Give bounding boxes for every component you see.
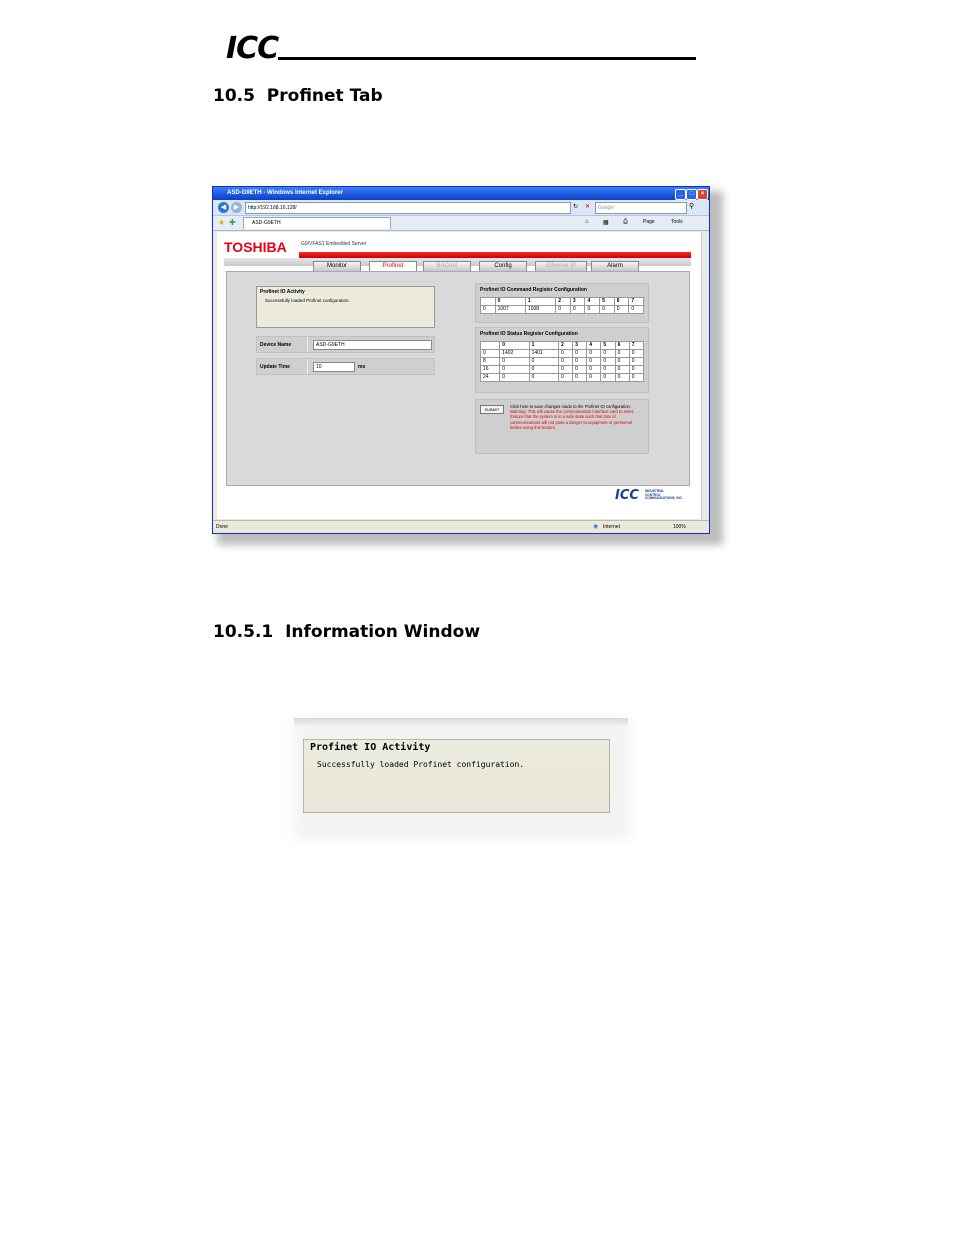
register-cell[interactable]: 0 (570, 306, 585, 314)
register-cell[interactable]: 0 (601, 350, 615, 358)
register-cell[interactable]: 0 (529, 366, 558, 374)
device-name-label: Device Name (260, 342, 292, 348)
register-cell[interactable]: 1008 (525, 306, 555, 314)
tab-config[interactable]: Config (479, 261, 527, 271)
refresh-icon[interactable]: ↻ (573, 204, 579, 210)
update-time-input[interactable]: 10 (313, 362, 355, 372)
tab-ethernet-ip: Ethernet IP (535, 261, 587, 271)
table-header-cell: 7 (629, 298, 644, 306)
tools-menu[interactable]: Tools (671, 219, 683, 225)
register-cell[interactable]: 0 (615, 366, 629, 374)
favorites-star-icon[interactable]: ★ (218, 218, 226, 227)
register-cell[interactable]: 0 (615, 358, 629, 366)
update-time-label: Update Time (260, 364, 290, 370)
register-cell[interactable]: 0 (629, 366, 643, 374)
table-header-cell: 1 (529, 342, 558, 350)
command-register-table (480, 297, 644, 314)
browser-tab-bar (213, 216, 709, 231)
command-register-box (475, 283, 649, 323)
section-number: 10.5 (213, 86, 255, 106)
browser-tab[interactable]: ASD-G9ETH (243, 217, 391, 229)
home-icon[interactable]: ⌂ (585, 219, 589, 225)
table-header-cell: 3 (570, 298, 585, 306)
register-cell[interactable]: 0 (601, 366, 615, 374)
server-subtitle: G9/VFAS1 Embedded Server (301, 241, 367, 247)
footer-company (645, 490, 683, 501)
register-cell[interactable]: 0 (587, 350, 601, 358)
zoom-activity-message: Successfully loaded Profinet configuration. (317, 760, 525, 769)
table-row (481, 366, 644, 374)
row-divider (307, 359, 308, 374)
table-header-cell: 5 (600, 298, 615, 306)
table-header-cell: 3 (573, 342, 587, 350)
crop-tab-strip (294, 718, 628, 726)
register-cell[interactable]: 0 (500, 358, 529, 366)
toshiba-logo: TOSHIBA (224, 239, 287, 255)
register-cell[interactable]: 0 (573, 366, 587, 374)
table-header-cell: 0 (500, 342, 529, 350)
register-cell[interactable]: 0 (629, 374, 643, 382)
table-header-cell: 5 (601, 342, 615, 350)
status-zone: Internet (603, 524, 620, 530)
zoom-activity-title: Profinet IO Activity (310, 742, 431, 753)
row-offset-cell: 0 (481, 350, 500, 358)
register-cell[interactable]: 0 (601, 358, 615, 366)
browser-status-bar (213, 520, 709, 534)
register-cell[interactable]: 1007 (495, 306, 525, 314)
register-cell[interactable]: 0 (573, 358, 587, 366)
register-cell[interactable]: 0 (556, 306, 571, 314)
update-time-row (256, 358, 435, 375)
status-register-box (475, 327, 649, 393)
table-row (481, 358, 644, 366)
device-name-input[interactable]: ASD-G9ETH (313, 340, 432, 350)
update-time-unit: ms (358, 364, 366, 370)
tab-alarm[interactable]: Alarm (591, 261, 639, 271)
register-cell[interactable]: 0 (585, 306, 600, 314)
register-cell[interactable]: 1402 (500, 350, 529, 358)
minimize-icon[interactable]: _ (675, 189, 686, 200)
table-header-cell: 2 (558, 342, 572, 350)
search-icon[interactable]: ⚲ (689, 203, 695, 210)
register-cell[interactable]: 0 (529, 374, 558, 382)
register-cell[interactable]: 0 (573, 350, 587, 358)
browser-title-bar (213, 187, 709, 200)
row-offset-cell: 16 (481, 366, 500, 374)
add-favorites-icon[interactable]: ✚ (229, 218, 236, 227)
tab-profinet[interactable]: Profinet (369, 261, 417, 271)
table-header-cell: 6 (614, 298, 629, 306)
table-header-cell (481, 298, 496, 306)
register-cell[interactable]: 0 (587, 374, 601, 382)
submit-description (510, 404, 644, 430)
back-icon[interactable]: ◀ (218, 202, 229, 213)
register-cell[interactable]: 0 (629, 350, 643, 358)
register-cell[interactable]: 0 (615, 350, 629, 358)
section-heading (213, 86, 383, 106)
register-cell[interactable]: 0 (629, 306, 644, 314)
row-offset-cell: 0 (481, 306, 496, 314)
stop-icon[interactable]: ✕ (585, 204, 591, 210)
table-row (481, 306, 644, 314)
row-offset-cell: 8 (481, 358, 500, 366)
icc-logo: ICC (226, 31, 279, 66)
table-header-cell (481, 342, 500, 350)
register-cell[interactable]: 0 (614, 306, 629, 314)
zoom-level[interactable]: 100% (673, 524, 686, 530)
address-input[interactable]: http://192.168.16.128/ (245, 202, 571, 214)
device-name-row (256, 336, 435, 353)
table-row (481, 350, 644, 358)
row-offset-cell: 24 (481, 374, 500, 382)
subsection-title: Information Window (285, 622, 481, 642)
register-cell[interactable]: 0 (573, 374, 587, 382)
forward-icon[interactable]: ▶ (231, 202, 242, 213)
activity-message: Successfully loaded Profinet configuration. (265, 298, 350, 303)
register-cell[interactable]: 0 (500, 366, 529, 374)
table-header-cell: 2 (556, 298, 571, 306)
register-cell[interactable]: 0 (600, 306, 615, 314)
register-cell[interactable]: 1401 (529, 350, 558, 358)
table-header-cell: 4 (585, 298, 600, 306)
register-cell[interactable]: 0 (629, 358, 643, 366)
register-cell[interactable]: 0 (615, 374, 629, 382)
address-toolbar (213, 200, 709, 216)
row-divider (307, 337, 308, 352)
register-cell[interactable]: 0 (529, 358, 558, 366)
submit-box (475, 399, 649, 454)
command-table-title: Profinet IO Command Register Configuration (480, 287, 587, 293)
register-cell[interactable]: 0 (500, 374, 529, 382)
company-line: INDUSTRIAL (645, 489, 665, 493)
search-input[interactable]: Google (595, 202, 687, 214)
company-line: CONTROL (645, 492, 661, 497)
maximize-icon[interactable]: □ (686, 189, 697, 200)
table-row (481, 374, 644, 382)
print-icon[interactable]: ⎙ (623, 219, 628, 225)
close-icon[interactable]: × (697, 189, 708, 200)
submit-warning: Warning: This will cause the communication interface card to reset. Ensure that the system is in a safe state such that loss of communications will not pose a danger to equipment or personnel before using this feature. (510, 409, 635, 430)
status-text: Done (216, 524, 228, 530)
table-header-cell: 7 (629, 342, 643, 350)
activity-window (256, 286, 435, 328)
register-cell[interactable]: 0 (601, 374, 615, 382)
register-cell[interactable]: 0 (558, 358, 572, 366)
header-rule (278, 57, 696, 60)
register-cell[interactable]: 0 (558, 374, 572, 382)
table-header-cell: 1 (525, 298, 555, 306)
information-window-zoom (303, 739, 610, 813)
footer-icc-logo: ICC (615, 488, 639, 503)
status-register-table (480, 341, 644, 382)
register-cell[interactable]: 0 (587, 366, 601, 374)
tab-monitor[interactable]: Monitor (313, 261, 361, 271)
page-menu[interactable]: Page (643, 219, 655, 225)
globe-icon: ◉ (593, 524, 599, 530)
section-title: Profinet Tab (266, 86, 383, 106)
feeds-icon[interactable]: ▦ (603, 220, 609, 226)
subsection-number: 10.5.1 (213, 622, 274, 642)
register-cell[interactable]: 0 (558, 366, 572, 374)
company-line: COMMUNICATIONS, INC. (645, 496, 683, 501)
subsection-heading (213, 622, 480, 642)
register-cell[interactable]: 0 (587, 358, 601, 366)
scrollbar[interactable] (701, 232, 709, 519)
submit-text: Click here to save changes made to the Profinet IO configuration. (510, 404, 632, 409)
status-table-title: Profinet IO Status Register Configuration (480, 331, 578, 337)
table-header-cell: 4 (587, 342, 601, 350)
table-header-cell: 0 (495, 298, 525, 306)
activity-title: Profinet IO Activity (260, 289, 305, 295)
tab-bacnet: BACnet (423, 261, 471, 271)
table-header-cell: 6 (615, 342, 629, 350)
web-content (217, 232, 701, 519)
browser-title: ASD-G9ETH - Windows Internet Explorer (227, 190, 343, 196)
submit-button[interactable]: SUBMIT (480, 405, 504, 414)
register-cell[interactable]: 0 (558, 350, 572, 358)
browser-window (212, 186, 710, 534)
profinet-panel (226, 271, 690, 486)
